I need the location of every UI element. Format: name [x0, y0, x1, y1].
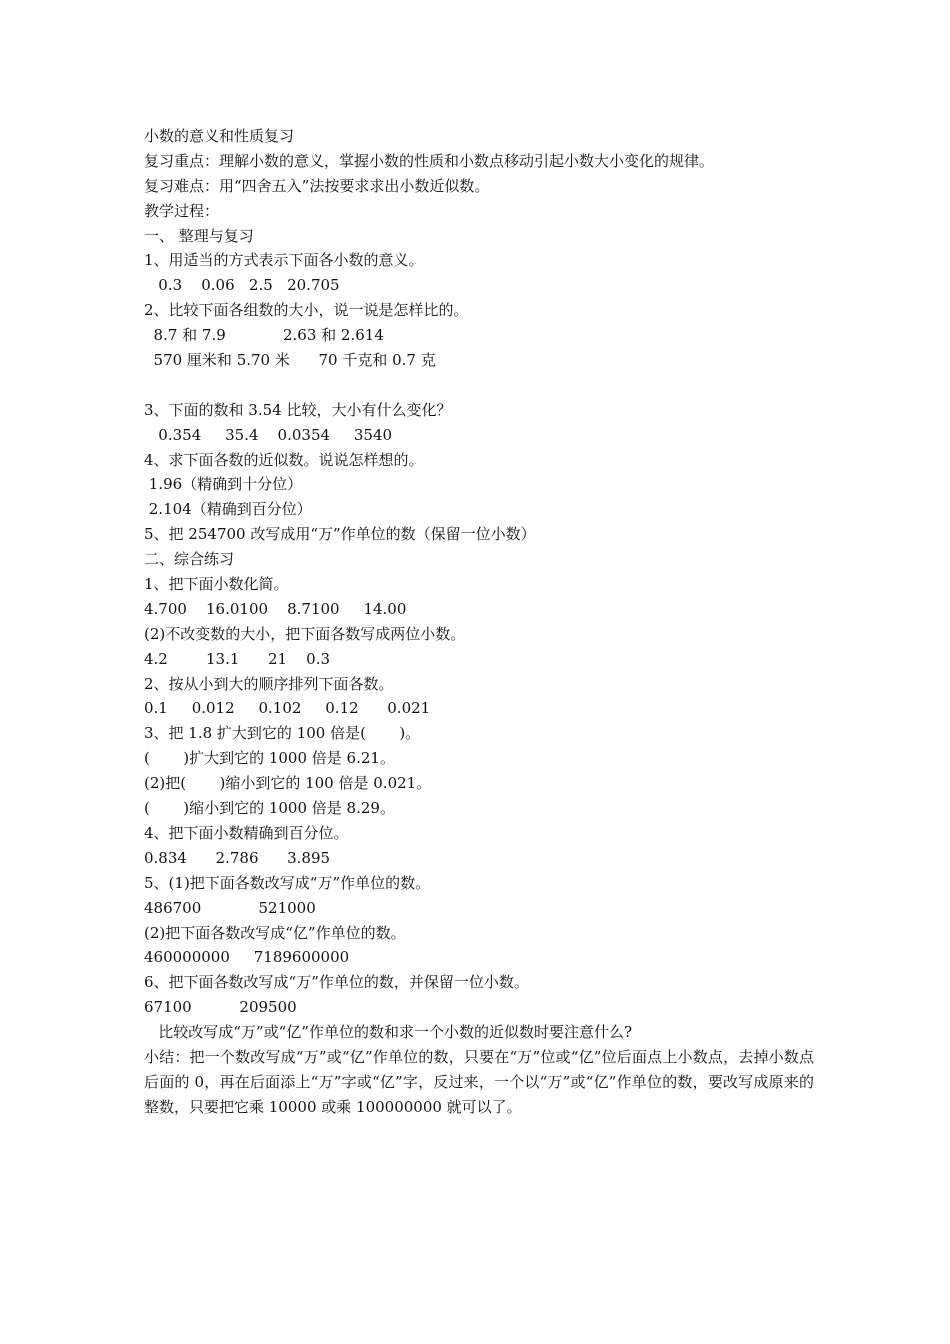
summary-paragraph: 小结：把一个数改写成“万”或“亿”作单位的数，只要在“万”位或“亿”位后面点上小数点，去掉小数点后面的 0，再在后面添上“万”字或“亿”字，反过来，一个以“万”或“亿”作单位的数，要改写成原来的整数，只要把它乘 10000 或乘 100000000 就可以了。 [144, 1047, 814, 1116]
s2-question-3-line2: ( )扩大到它的 1000 倍是 6.21。 [144, 749, 395, 768]
s1-question-3: 3、下面的数和 3.54 比较，大小有什么变化？ [144, 400, 452, 419]
s2-question-5-sub: (2)把下面各数改写成“亿”作单位的数。 [144, 923, 406, 942]
key-point-text: 复习重点：理解小数的意义，掌握小数的性质和小数点移动引起小数大小变化的规律。 [144, 151, 715, 170]
s2-question-3-line3: (2)把( )缩小到它的 100 倍是 0.021。 [144, 774, 432, 793]
blank-line [144, 373, 814, 398]
s1-question-1-values: 0.3 0.06 2.5 20.705 [144, 276, 340, 295]
s1-question-4: 4、求下面各数的近似数。说说怎样想的。 [144, 450, 424, 469]
s2-question-5: 5、(1)把下面各数改写成“万”作单位的数。 [144, 873, 431, 892]
s1-question-5: 5、把 254700 改写成用“万”作单位的数（保留一位小数） [144, 525, 536, 544]
section1-heading: 一、 整理与复习 [144, 226, 254, 245]
s2-question-1-values: 4.700 16.0100 8.7100 14.00 [144, 599, 407, 618]
s1-question-3-values: 0.354 35.4 0.0354 3540 [144, 425, 393, 444]
difficulty-text: 复习难点：用“四舍五入”法按要求求出小数近似数。 [144, 176, 490, 195]
s1-question-4-line1: 1.96（精确到十分位） [144, 475, 303, 494]
s2-question-3-line4: ( )缩小到它的 1000 倍是 8.29。 [144, 799, 395, 818]
s2-question-3: 3、把 1.8 扩大到它的 100 倍是( )。 [144, 724, 421, 743]
s2-question-4-values: 0.834 2.786 3.895 [144, 848, 331, 867]
s1-question-4-line2: 2.104（精确到百分位） [144, 500, 312, 519]
s1-question-2-line1: 8.7 和 7.9 2.63 和 2.614 [144, 326, 384, 345]
s2-question-5-values: 486700 521000 [144, 898, 316, 917]
s2-question-1: 1、把下面小数化简。 [144, 575, 289, 594]
s2-question-1-sub-values: 4.2 13.1 21 0.3 [144, 649, 331, 668]
s1-question-2-line2: 570 厘米和 5.70 米 70 千克和 0.7 克 [144, 351, 436, 370]
s2-question-6: 6、把下面各数改写成“万”作单位的数，并保留一位小数。 [144, 973, 529, 992]
s2-question-2: 2、按从小到大的顺序排列下面各数。 [144, 674, 394, 693]
s2-question-1-sub: (2)不改变数的大小，把下面各数写成两位小数。 [144, 624, 466, 643]
s2-question-5-sub-values: 460000000 7189600000 [144, 948, 350, 967]
document-title: 小数的意义和性质复习 [144, 127, 295, 145]
s2-question-4: 4、把下面小数精确到百分位。 [144, 823, 349, 842]
discussion-question: 比较改写成“万”或“亿”作单位的数和求一个小数的近似数时要注意什么? [144, 1023, 633, 1042]
process-label: 教学过程： [144, 201, 220, 220]
s2-question-6-values: 67100 209500 [144, 998, 297, 1017]
section2-heading: 二、综合练习 [144, 550, 235, 569]
document-page [144, 124, 814, 1120]
s1-question-2: 2、比较下面各组数的大小，说一说是怎样比的。 [144, 301, 469, 320]
s2-question-2-values: 0.1 0.012 0.102 0.12 0.021 [144, 699, 431, 718]
s1-question-1: 1、用适当的方式表示下面各小数的意义。 [144, 251, 424, 270]
